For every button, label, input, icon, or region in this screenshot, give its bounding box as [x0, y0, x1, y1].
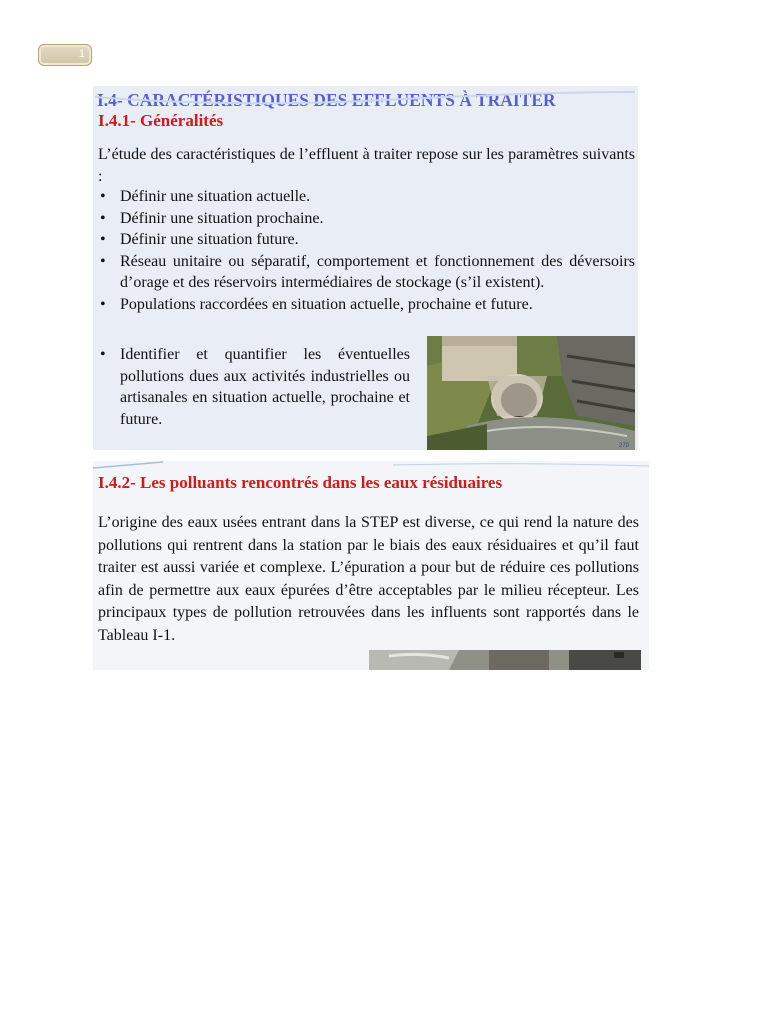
list-item: • Identifier et quantifier les éventuelles pollutions dues aux activités industrielles ou artisanales en situation actuelle, prochaine et future. — [98, 344, 410, 430]
wastewater-image — [369, 650, 641, 670]
intro-paragraph: L’étude des caractéristiques de l’effluent à traiter repose sur les paramètres suivants : — [98, 146, 635, 185]
section-heading: I.4.1- Généralités — [98, 111, 224, 130]
body-paragraph: L’origine des eaux usées entrant dans la STEP est diverse, ce qui rend la nature des pollutions qui rentrent dans la station par le biais des eaux résiduaires et qu’il faut traiter est aussi variée et complexe. L’épuration a pour but de réduire ces pollutions afin de permettre aux eaux épurées d’être acceptables par le milieu récepteur. Les principaux types de pollution retrouvées dans les influents sont rapportés dans le Tableau I-1. — [98, 514, 639, 644]
wastewater-photo — [369, 650, 641, 670]
page-number: 1 — [78, 48, 85, 60]
list-item: • Définir une situation prochaine. — [98, 208, 635, 230]
list-item: • Définir une situation actuelle. — [98, 186, 635, 208]
slide-title: I.4- CARACTÉRISTIQUES DES EFFLUENTS À TRAITER — [97, 90, 556, 110]
effluent-pipe-photo — [427, 336, 635, 450]
photo-credit: 270 — [618, 443, 629, 449]
slide-polluants — [93, 461, 649, 670]
decorative-swoosh — [95, 88, 635, 110]
section-heading: I.4.2- Les polluants rencontrés dans les eaux résiduaires — [98, 473, 503, 492]
page-number-badge — [38, 44, 92, 66]
list-item: • Populations raccordées en situation actuelle, prochaine et future. — [98, 294, 635, 316]
pipe-outfall-image — [427, 336, 635, 450]
decorative-swoosh — [93, 461, 649, 471]
parameter-list — [98, 186, 635, 315]
list-item: • Réseau unitaire ou séparatif, comportement et fonctionnement des déversoirs d’orage et des réservoirs intermédiaires de stockage (s’il existent). — [98, 251, 635, 294]
slide-caracteristiques — [93, 86, 638, 450]
list-item: • Définir une situation future. — [98, 229, 635, 251]
